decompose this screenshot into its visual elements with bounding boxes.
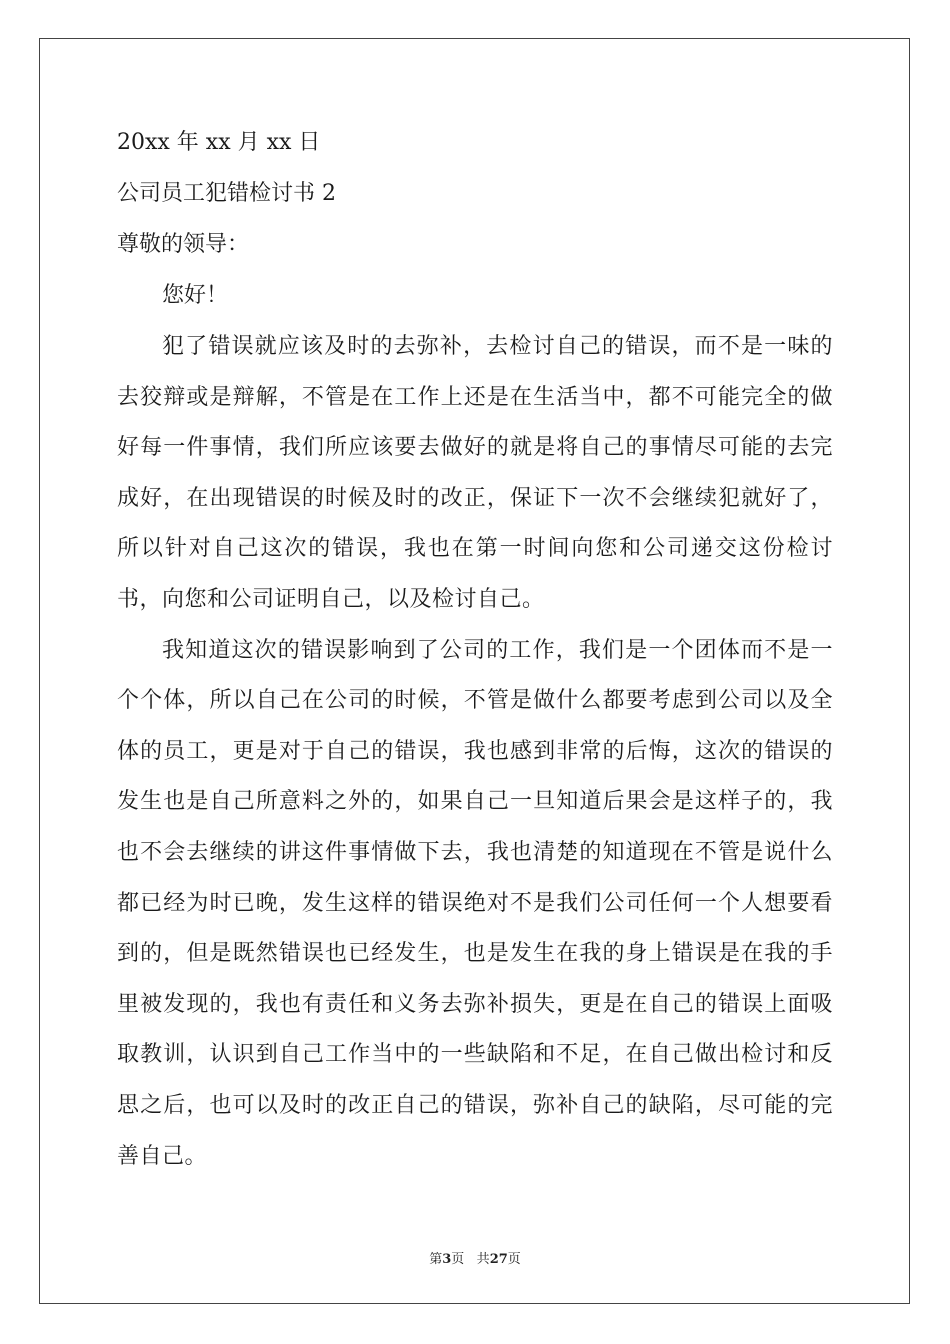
total-suffix: 页 xyxy=(507,1252,521,1267)
document-date: 20xx 年 xx 月 xx 日 xyxy=(117,130,321,155)
document-title: 公司员工犯错检讨书 2 xyxy=(117,181,336,206)
paragraph-1: 犯了错误就应该及时的去弥补，去检讨自己的错误，而不是一味的去狡辩或是辩解，不管是在工作上还是在生活当中，都不可能完全的做好每一件事情，我们所应该要去做好的就是将自己的事情尽可能的去完成好，在出现错误的时候及时的改正，保证下一次不会继续犯就好了，所以针对自己这次的错误，我也在第一时间向您和公司递交这份检讨书，向您和公司证明自己，以及检讨自己。 xyxy=(117,334,833,612)
total-prefix: 共 xyxy=(476,1252,490,1267)
page-suffix: 页 xyxy=(451,1252,465,1267)
document-body xyxy=(117,128,833,1182)
salutation: 尊敬的领导： xyxy=(117,232,250,257)
total-pages: 27 xyxy=(489,1252,508,1267)
greeting: 您好！ xyxy=(162,283,229,308)
paragraph-2: 我知道这次的错误影响到了公司的工作，我们是一个团体而不是一个个体，所以自己在公司的时候，不管是做什么都要考虑到公司以及全体的员工，更是对于自己的错误，我也感到非常的后悔，这次的错误的发生也是自己所意料之外的，如果自己一旦知道后果会是这样子的，我也不会去继续的讲这件事情做下去，我也清楚的知道现在不管是说什么都已经为时已晚，发生这样的错误绝对不是我们公司任何一个人想要看到的，但是既然错误也已经发生，也是发生在我的身上错误是在我的手里被发现的，我也有责任和义务去弥补损失，更是在自己的错误上面吸取教训，认识到自己工作当中的一些缺陷和不足，在自己做出检讨和反思之后，也可以及时的改正自己的错误，弥补自己的缺陷，尽可能的完善自己。 xyxy=(117,637,833,1169)
page-prefix: 第 xyxy=(429,1252,443,1267)
page-footer xyxy=(0,1248,950,1267)
page-number: 3 xyxy=(442,1252,452,1267)
